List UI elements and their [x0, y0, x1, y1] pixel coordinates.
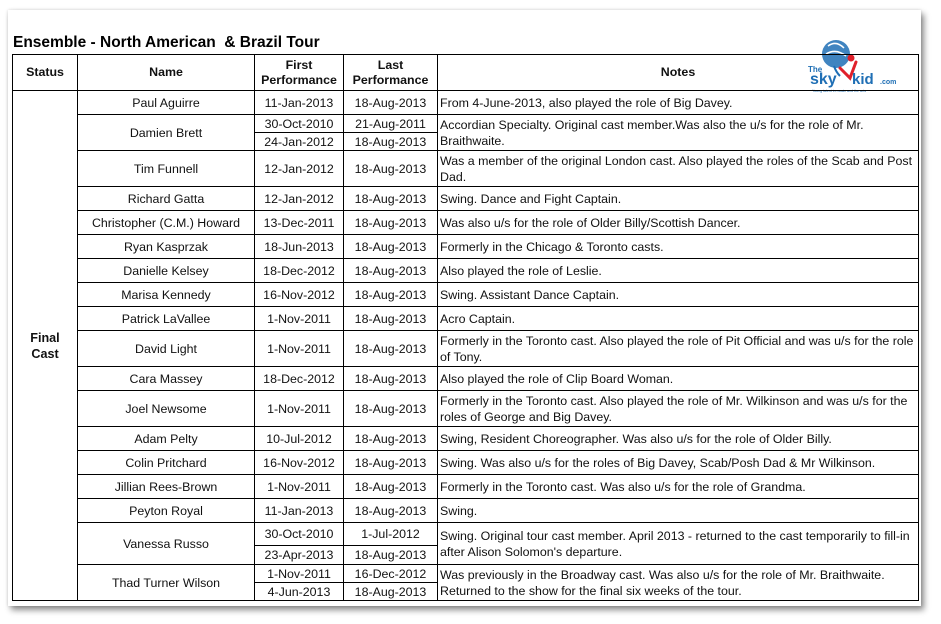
- notes-cell: Accordian Specialty. Original cast member.Was also the u/s for the role of Mr. Braithwaite.: [438, 115, 919, 151]
- first-performance-date: 1-Nov-2011: [255, 475, 344, 499]
- notes-cell: Was previously in the Broadway cast. Was also u/s for the role of Mr. Braithwaite. Returned to the show for the final six weeks of the tour.: [438, 565, 919, 601]
- table-row: [13, 565, 919, 583]
- cast-name: Christopher (C.M.) Howard: [78, 211, 255, 235]
- first-performance-date: 1-Nov-2011: [255, 331, 344, 367]
- last-performance-date: 18-Aug-2013: [344, 475, 438, 499]
- header-notes: Notes: [438, 55, 919, 91]
- table-row: [13, 451, 919, 475]
- logo-text-sky: sky: [810, 71, 837, 88]
- last-performance-date: 18-Aug-2013: [344, 235, 438, 259]
- table-body: [13, 91, 919, 601]
- first-performance-date: 10-Jul-2012: [255, 427, 344, 451]
- last-performance-date: 18-Aug-2013: [344, 151, 438, 187]
- notes-cell: Also played the role of Clip Board Woman.: [438, 367, 919, 391]
- notes-cell: Was a member of the original London cast. Also played the roles of the Scab and Post Dad.: [438, 151, 919, 187]
- last-performance-date: 21-Aug-2011: [344, 115, 438, 133]
- last-performance-date: 18-Aug-2013: [344, 583, 438, 601]
- first-performance-date: 4-Jun-2013: [255, 583, 344, 601]
- notes-cell: Acro Captain.: [438, 307, 919, 331]
- cast-name: Peyton Royal: [78, 499, 255, 523]
- first-performance-date: 30-Oct-2010: [255, 523, 344, 546]
- cast-table: [12, 54, 919, 601]
- table-row: [13, 115, 919, 133]
- table-row: [13, 91, 919, 115]
- last-performance-date: 1-Jul-2012: [344, 523, 438, 546]
- logo-text-com: .com: [880, 79, 897, 86]
- table-row: [13, 391, 919, 427]
- last-performance-date: 18-Aug-2013: [344, 187, 438, 211]
- header-first-performance: [255, 55, 344, 91]
- notes-cell: Swing. Dance and Fight Captain.: [438, 187, 919, 211]
- last-performance-date: 16-Dec-2012: [344, 565, 438, 583]
- cast-name: Ryan Kasprzak: [78, 235, 255, 259]
- notes-cell: Formerly in the Toronto cast. Also played the role of Mr. Wilkinson and was u/s for the roles of George and Big Davey.: [438, 391, 919, 427]
- last-performance-date: 18-Aug-2013: [344, 283, 438, 307]
- header-last-performance: [344, 55, 438, 91]
- first-performance-date: 13-Dec-2011: [255, 211, 344, 235]
- table-row: [13, 211, 919, 235]
- notes-cell: Also played the role of Leslie.: [438, 259, 919, 283]
- table-row: [13, 235, 919, 259]
- first-performance-date: 16-Nov-2012: [255, 283, 344, 307]
- cast-name: Richard Gatta: [78, 187, 255, 211]
- last-performance-date: 18-Aug-2013: [344, 331, 438, 367]
- cast-name: Marisa Kennedy: [78, 283, 255, 307]
- notes-cell: Swing, Resident Choreographer. Was also u/s for the role of Older Billy.: [438, 427, 919, 451]
- last-performance-date: 18-Aug-2013: [344, 546, 438, 565]
- cast-name: Joel Newsome: [78, 391, 255, 427]
- notes-cell: Formerly in the Chicago & Toronto casts.: [438, 235, 919, 259]
- cast-name: Jillian Rees-Brown: [78, 475, 255, 499]
- table-row: [13, 475, 919, 499]
- first-performance-date: 1-Nov-2011: [255, 391, 344, 427]
- table-header-row: [13, 55, 919, 91]
- status-line2: Cast: [31, 346, 59, 361]
- notes-cell: Swing. Original tour cast member. April 2013 - returned to the cast temporarily to fill-in after Alison Solomon's departure.: [438, 523, 919, 565]
- first-performance-date: 1-Nov-2011: [255, 307, 344, 331]
- header-first-line1: First: [285, 57, 313, 72]
- last-performance-date: 18-Aug-2013: [344, 499, 438, 523]
- first-performance-date: 18-Dec-2012: [255, 259, 344, 283]
- last-performance-date: 18-Aug-2013: [344, 451, 438, 475]
- header-name: Name: [78, 55, 255, 91]
- cast-name: Danielle Kelsey: [78, 259, 255, 283]
- table-row: [13, 307, 919, 331]
- first-performance-date: 12-Jan-2012: [255, 151, 344, 187]
- first-performance-date: 23-Apr-2013: [255, 546, 344, 565]
- last-performance-date: 18-Aug-2013: [344, 211, 438, 235]
- notes-cell: Swing. Assistant Dance Captain.: [438, 283, 919, 307]
- cast-name: Thad Turner Wilson: [78, 565, 255, 601]
- logo-text-kid: kid: [852, 71, 874, 88]
- header-first-line2: Performance: [261, 72, 337, 87]
- cast-name: David Light: [78, 331, 255, 367]
- header-status: Status: [13, 55, 78, 91]
- last-performance-date: 18-Aug-2013: [344, 307, 438, 331]
- cast-name: Vanessa Russo: [78, 523, 255, 565]
- logo-tagline: Young talent in music and the arts: [812, 89, 867, 93]
- table-row: [13, 523, 919, 546]
- table-row: [13, 331, 919, 367]
- logo-text-the: The: [808, 65, 823, 74]
- notes-cell: Swing. Was also u/s for the roles of Big Davey, Scab/Posh Dad & Mr Wilkinson.: [438, 451, 919, 475]
- table-row: [13, 283, 919, 307]
- last-performance-date: 18-Aug-2013: [344, 427, 438, 451]
- last-performance-date: 18-Aug-2013: [344, 367, 438, 391]
- notes-cell: Formerly in the Toronto cast. Was also u/s for the role of Grandma.: [438, 475, 919, 499]
- status-cell: [13, 91, 78, 601]
- last-performance-date: 18-Aug-2013: [344, 133, 438, 151]
- first-performance-date: 11-Jan-2013: [255, 91, 344, 115]
- table-row: [13, 427, 919, 451]
- cast-name: Damien Brett: [78, 115, 255, 151]
- first-performance-date: 30-Oct-2010: [255, 115, 344, 133]
- table-row: [13, 151, 919, 187]
- first-performance-date: 1-Nov-2011: [255, 565, 344, 583]
- header-last-line2: Performance: [352, 72, 429, 87]
- first-performance-date: 12-Jan-2012: [255, 187, 344, 211]
- notes-cell: Was also u/s for the role of Older Billy/Scottish Dancer.: [438, 211, 919, 235]
- cast-name: Adam Pelty: [78, 427, 255, 451]
- notes-cell: Formerly in the Toronto cast. Also played the role of Pit Official and was u/s for the role of Tony.: [438, 331, 919, 367]
- first-performance-date: 18-Jun-2013: [255, 235, 344, 259]
- table-row: [13, 187, 919, 211]
- page-title: Ensemble - North American & Brazil Tour: [13, 34, 320, 51]
- table-row: [13, 367, 919, 391]
- cast-name: Paul Aguirre: [78, 91, 255, 115]
- cast-name: Tim Funnell: [78, 151, 255, 187]
- last-performance-date: 18-Aug-2013: [344, 391, 438, 427]
- last-performance-date: 18-Aug-2013: [344, 91, 438, 115]
- status-line1: Final: [30, 330, 60, 345]
- cast-name: Patrick LaVallee: [78, 307, 255, 331]
- first-performance-date: 11-Jan-2013: [255, 499, 344, 523]
- cast-name: Colin Pritchard: [78, 451, 255, 475]
- first-performance-date: 18-Dec-2012: [255, 367, 344, 391]
- first-performance-date: 24-Jan-2012: [255, 133, 344, 151]
- table-row: [13, 259, 919, 283]
- first-performance-date: 16-Nov-2012: [255, 451, 344, 475]
- cast-name: Cara Massey: [78, 367, 255, 391]
- notes-cell: Swing.: [438, 499, 919, 523]
- header-last-line1: Last: [377, 57, 404, 72]
- table-row: [13, 499, 919, 523]
- last-performance-date: 18-Aug-2013: [344, 259, 438, 283]
- notes-cell: From 4-June-2013, also played the role of Big Davey.: [438, 91, 919, 115]
